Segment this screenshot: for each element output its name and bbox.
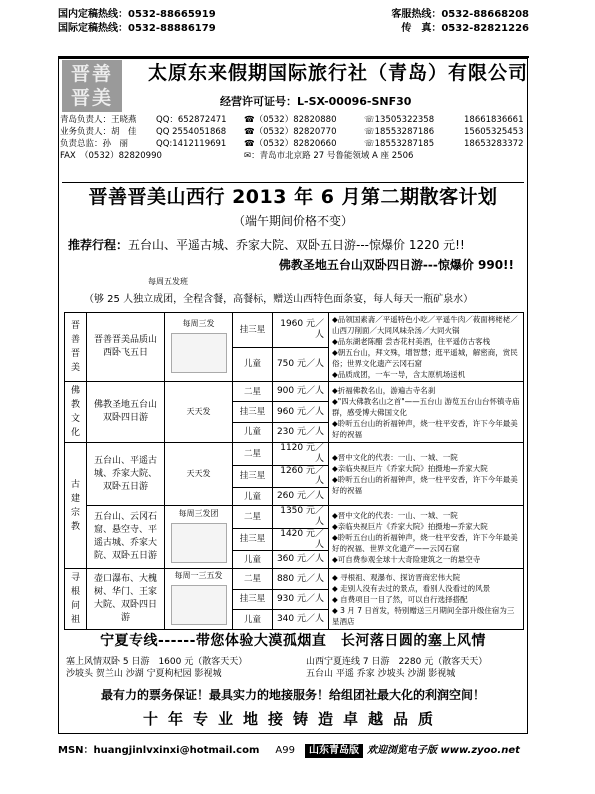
slogan: 最有力的票务保证！最具实力的地接服务！给组团社最大化的利润空间！ [100, 688, 485, 702]
tour-row [65, 313, 524, 348]
fax-address-row: FAX （0532）82820990 ✉：青岛市北京路 27 号鲁能领域 A 座 2506 [60, 151, 414, 161]
license-number: 经营许可证号：L-SX-00096-SNF30 [220, 95, 412, 108]
weekly-schedule: 每周五发班 [148, 277, 188, 286]
price: 1120 元／人 [273, 443, 329, 466]
contact-row: 青岛负责人：王晓燕 QQ：652872471 ☎（0532）82820880 ☏13505322358 18661836661 [60, 115, 524, 125]
departure-frequency: 每周三发 [165, 313, 233, 382]
price: 930 元／人 [273, 589, 329, 609]
company-name: 太原东来假期国际旅行社（青岛）有限公司 [148, 62, 529, 84]
fax-hotline: 传 真：0532-82821226 [401, 23, 529, 34]
group-note: （够 25 人独立成团，全程含餐，高餐标，赠送山西特色面条宴，每人每天一瓶矿泉水） [84, 294, 474, 305]
hotel-grade: 二星 [233, 382, 273, 402]
tour-features: ◆品领国素斋／平遥特色小吃／平遥牛肉／莜面栲栳栳／山西刀削面／大同风味杂汤／大同火锅 ◆品东湖老陈醋 尝杏花村美酒，住平遥仿古客栈 ◆朝五台山，拜文殊，增智慧；逛平遥城，解密商，赏民俗；世界文化遗产云冈石窟 ◆品质成团，一车一导，含太原机场送机 [329, 313, 524, 382]
tour-row [65, 443, 524, 466]
contact-row: 负责总监：孙 丽 QQ:1412119691 ☎（0532）82820660 ☏18553287185 18653283372 [60, 139, 524, 149]
website-link[interactable]: 欢迎浏览电子版 www.zyoo.net [366, 745, 520, 756]
hotel-grade: 儿童 [233, 551, 273, 569]
tour-features: ◆折福佛教名山，游遍古寺名刹 ◆"四大佛教名山之首"——五台山 游览五台山台怀镇寺庙群，感受博大佛国文化 ◆聆听五台山的祈福钟声，烧一柱平安香，许下今年最美好的祝福 [329, 382, 524, 443]
hotel-grade: 挂三星 [233, 589, 273, 609]
route-name: 五台山、云冈石窟、悬空寺、平遥古城、乔家大院、双卧五日游 [87, 506, 165, 569]
price: 960 元／人 [273, 402, 329, 422]
tour-row [65, 569, 524, 589]
route-name: 五台山、平遥古城、乔家大院、双卧五日游 [87, 443, 165, 506]
intl-hotline: 国际定稿热线：0532-88886179 [58, 23, 216, 34]
page-footer [58, 744, 528, 758]
price: 1350 元／人 [273, 506, 329, 529]
hotel-grade: 挂三星 [233, 313, 273, 348]
ningxia-tour-left: 塞上风情双卧 5 日游 1600 元（散客天天） 沙坡头 贺兰山 沙湖 宁夏枸杞园 影视城 [66, 657, 248, 679]
hotline-header [58, 8, 529, 58]
ningxia-banner: 宁夏专线------带您体验大漠孤烟直 长河落日圆的塞上风情 [100, 633, 486, 649]
price: 1960 元／人 [273, 313, 329, 348]
category-label: 晋善晋美 [65, 313, 87, 382]
price: 260 元／人 [273, 488, 329, 506]
edition-badge: 山东青岛版 [305, 744, 363, 758]
tour-photo [171, 523, 227, 563]
hotel-grade: 二星 [233, 443, 273, 466]
price: 1420 元／人 [273, 528, 329, 551]
tour-row [65, 382, 524, 402]
hotel-grade: 二星 [233, 506, 273, 529]
price: 750 元／人 [273, 347, 329, 382]
tour-row [65, 506, 524, 529]
tour-features: ◆晋中文化的代表：一山、一城、一院 ◆亲临央视巨片《乔家大院》拍摄地—乔家大院 ◆聆听五台山的祈福钟声，烧一柱平安香，许下今年最美好的祝福 [329, 443, 524, 506]
hotel-grade: 二星 [233, 569, 273, 589]
price: 1260 元／人 [273, 465, 329, 488]
msn-contact[interactable]: MSN：huangjinlvxinxi@hotmail.com [58, 745, 260, 756]
hotel-grade: 儿童 [233, 610, 273, 630]
hotel-grade: 儿童 [233, 422, 273, 442]
tour-features: ◆ 寻根祖、观瀑布、探访晋商宏伟大院 ◆ 走别人没有去过的景点，看别人没看过的风景 ◆ 自费项目一目了然，可以自行选择搭配 ◆ 3 月 7 日首发，特别赠送三月期间全部升级住宿为三星酒店 [329, 569, 524, 630]
departure-frequency: 天天发 [165, 382, 233, 443]
departure-frequency: 天天发 [165, 443, 233, 506]
price: 230 元／人 [273, 422, 329, 442]
service-hotline: 客服热线：0532-88668208 [391, 9, 529, 20]
contact-row: 业务负责人：胡 佳 QQ 2554051868 ☎（0532）82820770 ☏18553287186 15605325453 [60, 127, 524, 137]
slogan-quality: 十年专业地接铸造卓越品质 [142, 710, 443, 728]
category-label: 寻根问祖 [65, 569, 87, 630]
divider [62, 182, 524, 183]
tour-table [64, 312, 524, 630]
category-label: 古建宗教 [65, 443, 87, 569]
price: 900 元／人 [273, 382, 329, 402]
route-name: 壶口瀑布、大槐树、华门、王家大院、双卧四日游 [87, 569, 165, 630]
hotel-grade: 儿童 [233, 347, 273, 382]
page-number: A99 [275, 745, 295, 756]
contact-list [60, 114, 524, 162]
recommended-trip-2: 佛教圣地五台山双卧四日游---惊爆价 990!! [278, 258, 514, 272]
tour-features: ◆晋中文化的代表：一山、一城、一院 ◆亲临央视巨片《乔家大院》拍摄地—乔家大院 ◆聆听五台山的祈福钟声，烧一柱平安香，许下今年最美好的祝福、世界文化遗产——云冈石窟 ◆可自费参观全球十大奇险建筑之一的悬空寺 [329, 506, 524, 569]
price: 360 元／人 [273, 551, 329, 569]
logo: 晋善 晋美 [62, 60, 122, 112]
tour-photo [171, 333, 227, 373]
price: 880 元／人 [273, 569, 329, 589]
hotel-grade: 挂三星 [233, 402, 273, 422]
route-name: 晋善晋美品质山西卧飞五日 [87, 313, 165, 382]
hotel-grade: 挂三星 [233, 465, 273, 488]
domestic-hotline: 国内定稿热线：0532-88665919 [58, 9, 216, 20]
tour-photo [171, 585, 227, 625]
route-name: 佛教圣地五台山双卧四日游 [87, 382, 165, 443]
price: 340 元／人 [273, 610, 329, 630]
departure-frequency: 每周三发团 [165, 506, 233, 569]
plan-subtitle: （端午期间价格不变） [232, 214, 353, 228]
departure-frequency: 每周一三五发 [165, 569, 233, 630]
ningxia-tour-right: 山西宁夏连线 7 日游 2280 元（散客天天） 五台山 平遥 乔家 沙坡头 沙湖 影视城 [306, 657, 488, 679]
hotel-grade: 儿童 [233, 488, 273, 506]
hotel-grade: 挂三星 [233, 528, 273, 551]
plan-title: 晋善晋美山西行 2013 年 6 月第二期散客计划 [88, 186, 498, 208]
recommended-trip: 推荐行程：五台山、平遥古城、乔家大院、双卧五日游---惊爆价 1220 元!! [68, 238, 465, 252]
category-label: 佛教文化 [65, 382, 87, 443]
